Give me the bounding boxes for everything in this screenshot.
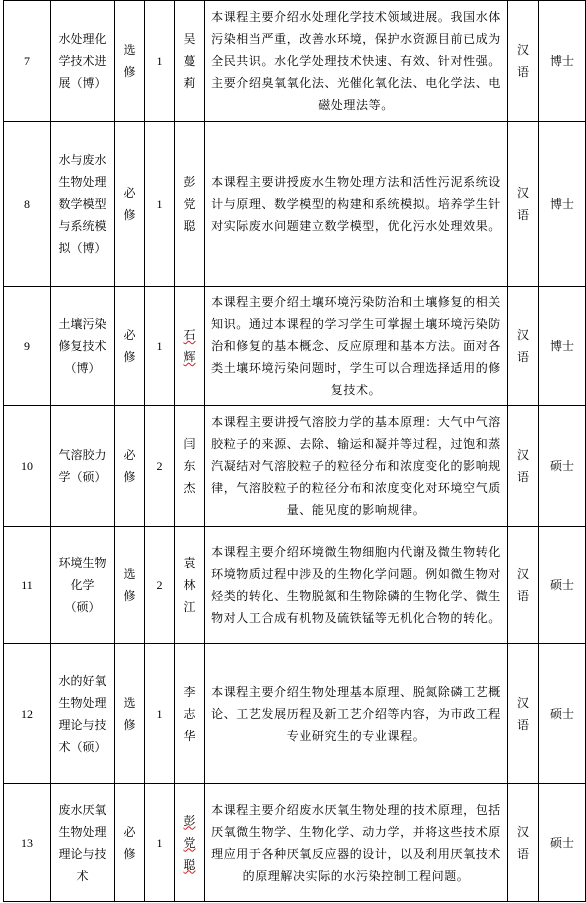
- course-language: 汉语: [516, 43, 529, 79]
- course-type-cell: [115, 1, 145, 122]
- course-type: 必修: [123, 448, 136, 484]
- course-language: 汉语: [516, 695, 529, 732]
- course-name: 环境生物化学（硕）: [58, 556, 107, 614]
- course-name-cell: [51, 1, 115, 122]
- course-name: 水处理化学技术进展（博）: [58, 32, 107, 90]
- course-name: 水与废水生物处理数学模型与系统模拟（博）: [58, 153, 107, 255]
- course-level: 硕士: [539, 644, 586, 784]
- course-name: 土壤污染修复技术（博）: [58, 317, 107, 375]
- course-language: 汉语: [516, 186, 529, 222]
- table-row: [4, 122, 586, 287]
- course-teacher: 彭党聪: [183, 813, 196, 872]
- course-type: 选修: [123, 567, 136, 603]
- course-level: 博士: [539, 122, 586, 287]
- course-number: 13: [4, 784, 51, 902]
- course-teacher: 李志华: [183, 684, 196, 743]
- course-name-cell: [51, 287, 115, 406]
- course-teacher-cell: [175, 527, 205, 644]
- course-language: 汉语: [516, 567, 529, 603]
- table-row: [4, 527, 586, 644]
- course-credit: 1: [145, 122, 175, 287]
- course-name-cell: [51, 122, 115, 287]
- table-row: [4, 1, 586, 122]
- table-row: [4, 287, 586, 406]
- course-teacher-cell: [175, 287, 205, 406]
- course-credit: 1: [145, 644, 175, 784]
- course-type: 选修: [123, 695, 136, 732]
- course-language-cell: [508, 122, 539, 287]
- course-number: 8: [4, 122, 51, 287]
- table-row: [4, 406, 586, 527]
- course-name-cell: [51, 527, 115, 644]
- course-number: 10: [4, 406, 51, 527]
- course-teacher-cell: [175, 122, 205, 287]
- course-language: 汉语: [516, 448, 529, 484]
- course-type: 选修: [123, 43, 136, 79]
- course-type-cell: [115, 122, 145, 287]
- course-language: 汉语: [516, 824, 529, 861]
- course-name: 气溶胶力学（硕）: [58, 448, 107, 484]
- course-language-cell: [508, 784, 539, 902]
- course-description: 本课程主要介绍土壤环境污染防治和土壤修复的相关知识。通过本课程的学习学生可掌握土壤环境污染防治和修复的基本概念、反应原理和基本方法。面对各类土壤环境污染问题时，学生可以合理选择适用的修复技术。: [205, 287, 508, 406]
- course-level: 硕士: [539, 784, 586, 902]
- course-credit: 1: [145, 1, 175, 122]
- course-level: 硕士: [539, 527, 586, 644]
- course-credit: 2: [145, 527, 175, 644]
- course-type-cell: [115, 406, 145, 527]
- course-level: 硕士: [539, 406, 586, 527]
- course-number: 9: [4, 287, 51, 406]
- course-teacher: 闫东杰: [183, 437, 196, 495]
- course-teacher-cell: [175, 784, 205, 902]
- course-number: 12: [4, 644, 51, 784]
- course-number: 7: [4, 1, 51, 122]
- course-type: 必修: [123, 824, 136, 861]
- course-language: 汉语: [516, 328, 529, 364]
- course-description: 本课程主要介绍生物处理基本原理、脱氮除磷工艺概论、工艺发展历程及新工艺介绍等内容，为市政工程专业研究生的专业课程。: [205, 644, 508, 784]
- course-teacher: 袁林江: [183, 556, 196, 614]
- course-teacher-cell: [175, 644, 205, 784]
- course-type-cell: [115, 287, 145, 406]
- course-name: 水的好氧生物处理理论与技术（硕）: [58, 673, 107, 754]
- course-description: 本课程主要介绍水处理化学技术领域进展。我国水体污染相当严重，改善水环境，保护水资源目前已成为全民共识。水化学处理技术快速、有效、针对性强。主要介绍臭氧氧化法、光催化氧化法、电化学法、电磁处理法等。: [205, 1, 508, 122]
- course-credit: 1: [145, 287, 175, 406]
- course-credit: 2: [145, 406, 175, 527]
- course-number: 11: [4, 527, 51, 644]
- course-type-cell: [115, 527, 145, 644]
- course-level: 博士: [539, 1, 586, 122]
- course-name-cell: [51, 644, 115, 784]
- course-description: 本课程主要介绍废水厌氧生物处理的技术原理，包括厌氧微生物学、生物化学、动力学，并将这些技术原理应用于各种厌氧反应器的设计，以及利用厌氧技术的原理解决实际的水污染控制工程问题。: [205, 784, 508, 902]
- course-credit: 1: [145, 784, 175, 902]
- course-language-cell: [508, 406, 539, 527]
- course-language-cell: [508, 527, 539, 644]
- course-level: 博士: [539, 287, 586, 406]
- course-type-cell: [115, 784, 145, 902]
- course-language-cell: [508, 287, 539, 406]
- course-table: [3, 0, 586, 902]
- course-teacher-cell: [175, 406, 205, 527]
- course-name-cell: [51, 406, 115, 527]
- course-type: 必修: [123, 328, 136, 364]
- course-teacher: 彭党聪: [183, 175, 196, 233]
- course-teacher: 石辉: [183, 328, 196, 364]
- course-name: 废水厌氧生物处理理论与技术: [58, 802, 107, 883]
- course-description: 本课程主要讲授气溶胶力学的基本原理：大气中气溶胶粒子的来源、去除、输运和凝并等过程，过饱和蒸汽凝结对气溶胶粒子的粒径分布和浓度变化的影响规律，气溶胶粒子的粒径分布和浓度变化对环境空气质量、能见度的影响规律。: [205, 406, 508, 527]
- course-type: 必修: [123, 186, 136, 222]
- table-row: [4, 784, 586, 902]
- course-description: 本课程主要讲授废水生物处理方法和活性污泥系统设计与原理、数学模型的构建和系统模拟。培养学生针对实际废水问题建立数学模型，优化污水处理效果。: [205, 122, 508, 287]
- course-type-cell: [115, 644, 145, 784]
- course-teacher: 吴蔓莉: [183, 32, 196, 90]
- course-teacher-cell: [175, 1, 205, 122]
- course-language-cell: [508, 1, 539, 122]
- course-description: 本课程主要介绍环境微生物细胞内代谢及微生物转化环境物质过程中涉及的生物化学问题。例如微生物对烃类的转化、生物脱氮和生物除磷的生物化学、微生物对人工合成有机物及硫铁锰等无机化合物的转化。: [205, 527, 508, 644]
- course-language-cell: [508, 644, 539, 784]
- course-name-cell: [51, 784, 115, 902]
- table-row: [4, 644, 586, 784]
